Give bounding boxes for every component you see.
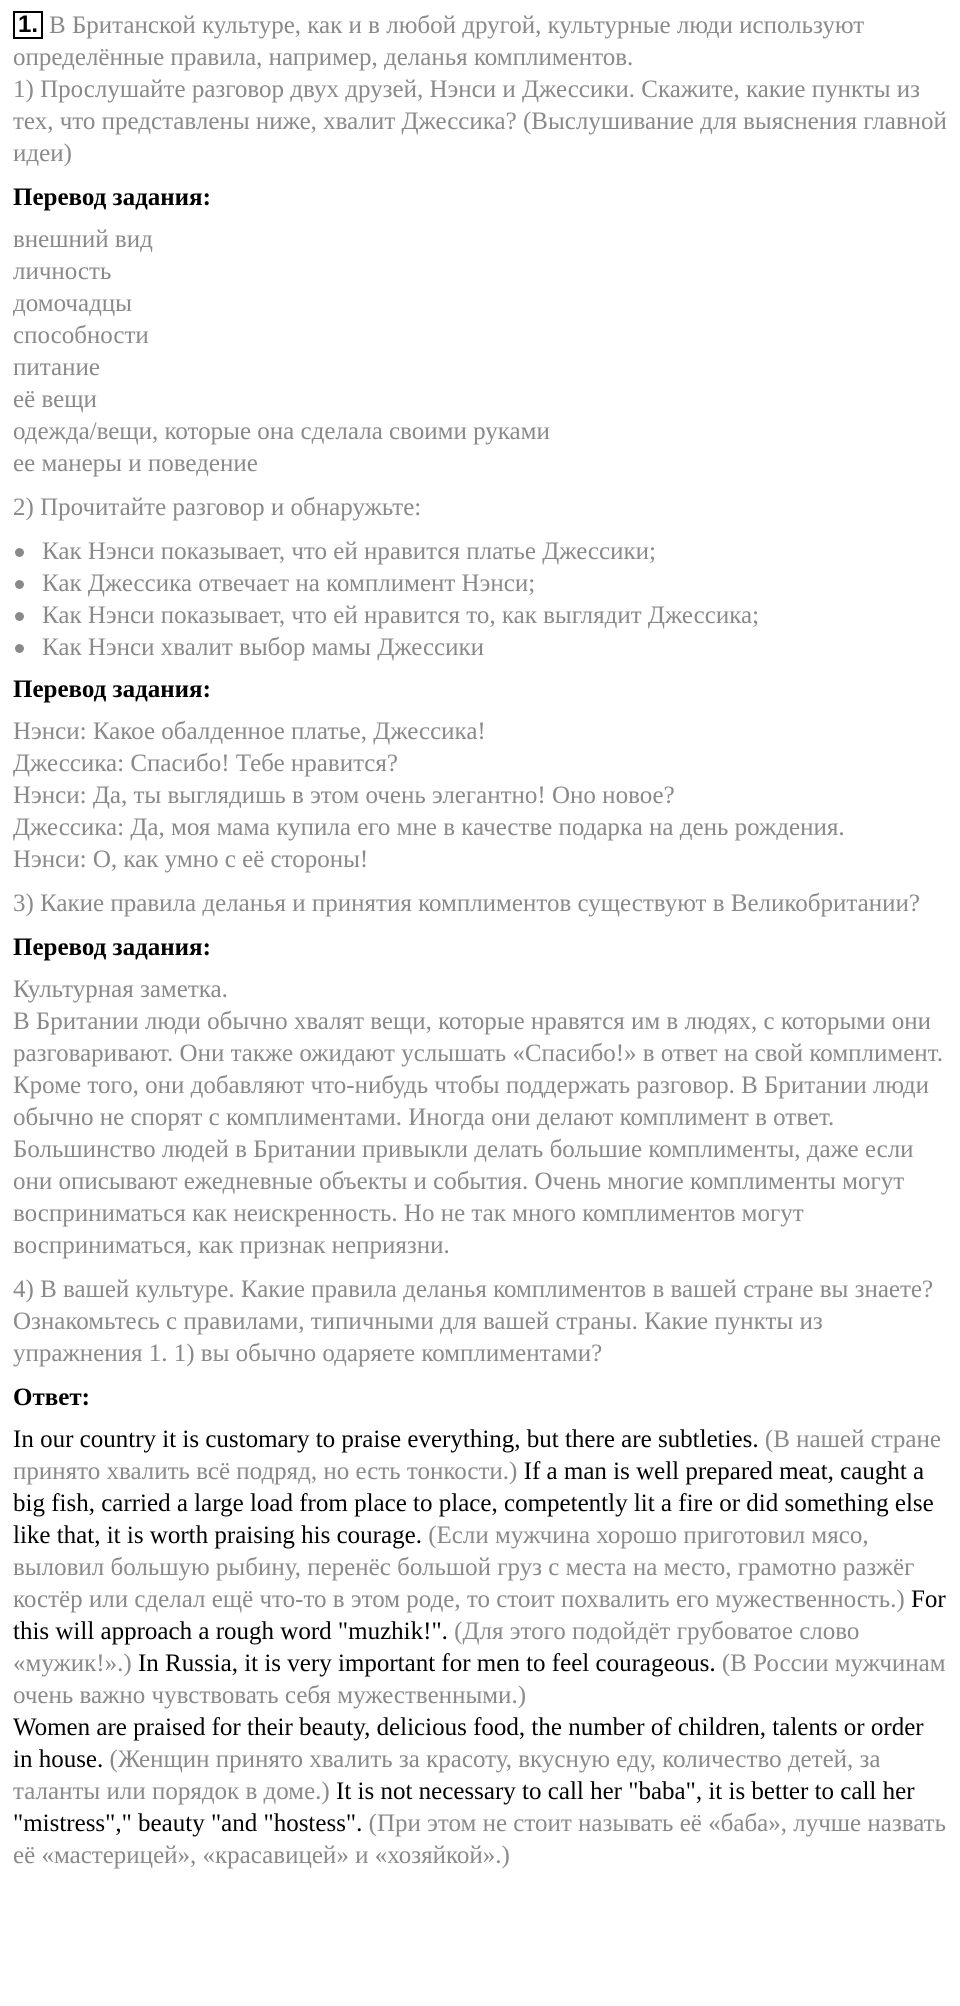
answer-paragraph-2 — [13, 1712, 948, 1872]
task-number: 1. — [13, 11, 43, 39]
answer-en-sentence: Women are praised for their beauty, delicious food, the number of children, talents or order in house. — [13, 1714, 924, 1773]
answer-en-sentence: It is not necessary to call her "baba", it is better to call her "mistress"," beauty "and "hostess". — [13, 1778, 915, 1837]
bullet-list — [13, 536, 948, 664]
list-item: питание — [13, 354, 100, 381]
list-item: её вещи — [13, 386, 97, 413]
answer-en-sentence: If a man is well prepared meat, caught a big fish, carried a large load from place to place, competently lit a fire or did something else like that, it is worth praising his courage. — [13, 1458, 934, 1549]
question-3: 3) Какие правила деланья и принятия комплиментов существуют в Великобритании? — [13, 890, 920, 917]
translation-heading-3: Перевод задания: — [13, 934, 211, 961]
translation-heading-1: Перевод задания: — [13, 184, 211, 211]
task-intro-paragraph — [13, 10, 948, 170]
dialogue-line: Джессика: Спасибо! Тебе нравится? — [13, 750, 398, 777]
dialogue-line: Джессика: Да, моя мама купила его мне в качестве подарка на день рождения. — [13, 814, 845, 841]
dialogue-line: Нэнси: Да, ты выглядишь в этом очень элегантно! Оно новое? — [13, 782, 675, 809]
list-item: ее манеры и поведение — [13, 450, 258, 477]
list-item: домочадцы — [13, 290, 132, 317]
dialogue-line: Нэнси: Какое обалденное платье, Джессика! — [13, 718, 486, 745]
question-4: 4) В вашей культуре. Какие правила деланья комплиментов в вашей стране вы знаете? Ознакомьтесь с правилами, типичными для вашей страны. Какие пункты из упражнения 1. 1) вы обычно одаряете комплиментами? — [13, 1276, 934, 1367]
answer-en-sentence: In Russia, it is very important for men to feel courageous. — [137, 1650, 722, 1677]
answer-ru-translation: (Для этого подойдёт грубоватое слово «мужик!».) — [13, 1618, 860, 1677]
bullet-item: Как Нэнси хвалит выбор мамы Джессики — [13, 632, 948, 664]
dialogue-line: Нэнси: О, как умно с её стороны! — [13, 846, 369, 873]
translation-heading-2: Перевод задания: — [13, 676, 211, 703]
list-item: внешний вид — [13, 226, 153, 253]
bullet-item: Как Нэнси показывает, что ей нравится то, как выглядит Джессика; — [13, 600, 948, 632]
answer-ru-translation: (В России мужчинам очень важно чувствовать себя мужественными.) — [13, 1650, 946, 1709]
answer-en-sentence: In our country it is customary to praise everything, but there are subtleties. — [13, 1426, 765, 1453]
task-intro: В Британской культуре, как и в любой другой, культурные люди используют определённые правила, например, деланья комплиментов. — [13, 12, 865, 71]
question-2: 2) Прочитайте разговор и обнаружьте: — [13, 494, 422, 521]
answer-ru-translation: (При этом не стоит называть её «баба», лучше назвать её «мастерицей», «красавицей» и «хозяйкой».) — [13, 1810, 947, 1869]
list-item: личность — [13, 258, 112, 285]
answer-ru-translation: (Женщин принято хвалить за красоту, вкусную еду, количество детей, за таланты или порядок в доме.) — [13, 1746, 881, 1805]
answer-heading: Ответ: — [13, 1384, 90, 1411]
answer-body — [13, 1424, 948, 1872]
list-item: способности — [13, 322, 149, 349]
list-item: одежда/вещи, которые она сделала своими руками — [13, 418, 550, 445]
cultural-note-text: В Британии люди обычно хвалят вещи, которые нравятся им в людях, с которыми они разговаривают. Они также ожидают услышать «Спасибо!» в ответ на свой комплимент. Кроме того, они добавляют что-нибудь чтобы поддержать разговор. В Британии люди обычно не спорят с комплиментами. Иногда они делают комплимент в ответ. Большинство людей в Британии привыкли делать большие комплименты, даже если они описывают ежедневные объекты и события. Очень многие комплименты могут восприниматься как неискренность. Но не так много комплиментов могут восприниматься, как признак неприязни. — [13, 1008, 943, 1259]
bullet-item: Как Джессика отвечает на комплимент Нэнси; — [13, 568, 948, 600]
cultural-note — [13, 974, 948, 1262]
answer-paragraph-1 — [13, 1424, 948, 1712]
items-list — [13, 224, 948, 480]
answer-en-sentence: For this will approach a rough word "muzhik!". — [13, 1586, 946, 1645]
answer-ru-translation: (В нашей стране принято хвалить всё подряд, но есть тонкости.) — [13, 1426, 941, 1485]
dialogue — [13, 716, 948, 876]
cultural-note-title: Культурная заметка. — [13, 976, 228, 1003]
answer-ru-translation: (Если мужчина хорошо приготовил мясо, выловил большую рыбину, перенёс большой груз с места на место, грамотно разжёг костёр или сделал ещё что-то в этом роде, то стоит похвалить его мужественность.) — [13, 1522, 915, 1613]
question-1: 1) Прослушайте разговор двух друзей, Нэнси и Джессики. Скажите, какие пункты из тех, что представлены ниже, хвалит Джессика? (Выслушивание для выяснения главной идеи) — [13, 76, 947, 167]
bullet-item: Как Нэнси показывает, что ей нравится платье Джессики; — [13, 536, 948, 568]
